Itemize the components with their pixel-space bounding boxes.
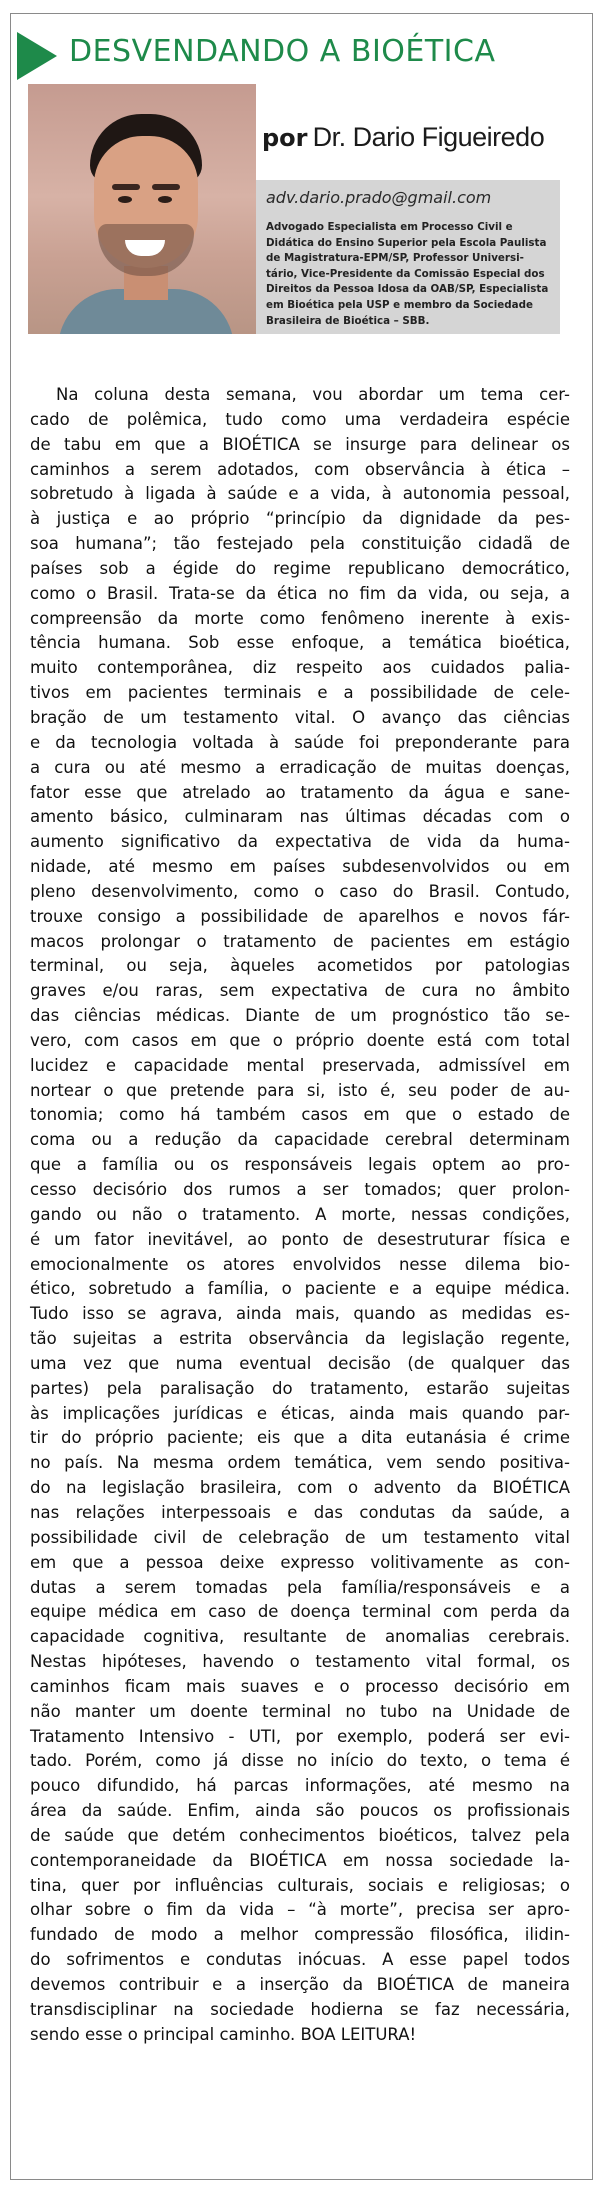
column-title: DESVENDANDO A BIOÉTICA [69,34,496,69]
author-name: Dr. Dario Figueiredo [312,122,545,152]
article-line: área da saúde. Enfim, ainda são poucos os profissionais [30,1801,570,1821]
article-line: tonomia; como há também casos em que o estado de [30,1105,570,1125]
article-line: caminhos a serem adotados, com observância à ética – [30,459,570,479]
bio-line: Advogado Especialista em Processo Civil e [266,221,513,233]
article-line: das ciências médicas. Diante de um prognóstico tão se- [30,1006,570,1026]
article-line: do sofrimentos e condutas inócuas. A esse papel todos [30,1950,570,1970]
article-line: emocionalmente os atores envolvidos nesse dilema bio- [30,1254,570,1274]
bio-line: em Bioética pela USP e membro da Sociedade [266,298,533,311]
article-line: nas relações interpessoais e das condutas da saúde, a [30,1502,570,1522]
article-line: como o Brasil. Trata-se da ética no fim da vida, ou seja, a [30,583,570,603]
article-line: trouxe consigo a possibilidade de aparelhos e novos fár- [30,906,570,926]
author-email: adv.dario.prado@gmail.com [266,188,492,207]
article-line: vero, com casos em que o próprio doente está com total [30,1030,570,1050]
article-line: à justiça e ao próprio “princípio da dignidade da pes- [30,509,570,529]
article-line: tência humana. Sob esse enfoque, a temática bioética, [30,633,570,653]
article-line: possibilidade civil de celebração de um testamento vital [30,1527,570,1547]
article-line: caminhos ficam mais suaves e o processo decisório em [30,1676,570,1696]
article-line: sobretudo à ligada à saúde e a vida, à autonomia pessoal, [30,484,570,504]
article-line: é um fator inevitável, ao ponto de desestruturar física e [30,1229,570,1249]
article-line: tão sujeitas a estrita observância da legislação regente, [30,1329,570,1349]
article-line: países sob a égide do regime republicano democrático, [30,558,570,578]
article-line: fator esse que atrelado ao tratamento da água e sane- [30,782,570,802]
byline-prefix: por [262,124,308,152]
article-line: terminal, ou seja, àqueles acometidos por patologias [30,956,570,976]
article-line: Nestas hipóteses, havendo o testamento vital formal, os [30,1652,570,1672]
article-line: às implicações jurídicas e éticas, ainda mais quando par- [30,1403,570,1423]
author-photo [28,84,256,334]
article-line: cesso decisório dos rumos a ser tomados; quer prolon- [30,1180,570,1199]
article-line: soa humana”; tão festejado pela constituição cidadã de [30,534,570,554]
author-info-box [256,180,560,334]
article-line: que a família ou os responsáveis legais optem ao pro- [30,1155,570,1175]
article-line: gando ou não o tratamento. A morte, nessas condições, [30,1204,570,1224]
article-line: aumento significativo da expectativa de vida da huma- [30,832,570,852]
article-line: bração de um testamento vital. O avanço das ciências [30,707,570,727]
article-line: não manter um doente terminal no tubo na Unidade de [30,1701,570,1721]
article-line: ético, sobretudo a família, o paciente e a equipe médica. [30,1279,570,1299]
article-line: Tratamento Intensivo - UTI, por exemplo, poderá ser evi- [30,1726,570,1746]
triangle-arrow-icon [17,32,57,80]
article-line: a cura ou até mesmo a erradicação de muitas doenças, [30,757,570,777]
article-line: macos prolongar o tratamento de pacientes em estágio [30,931,570,951]
article-line: de tabu em que a BIOÉTICA se insurge para delinear os [30,434,570,454]
article-line: coma ou a redução da capacidade cerebral determinam [30,1130,570,1150]
article-line: tado. Porém, como já disse no início do texto, o tema é [30,1751,570,1771]
article-line: muito contemporânea, diz respeito aos cuidados palia- [30,658,570,678]
article-body [30,383,570,2048]
article-line: graves e/ou raras, sem expectativa de cura no âmbito [30,981,570,1001]
article-line: do na legislação brasileira, com o advento da BIOÉTICA [30,1478,570,1498]
author-byline [262,122,544,153]
article-line: Tudo isso se agrava, ainda mais, quando as medidas es- [30,1304,570,1324]
article-line: dutas a serem tomadas pela família/responsáveis e a [30,1577,570,1597]
article-line: tina, quer por influências culturais, sociais e religiosas; o [30,1875,570,1895]
article-line: sendo esse o principal caminho. BOA LEITURA! [30,2024,417,2044]
article-line: tivos em pacientes terminais e a possibilidade de cele- [30,683,570,703]
article-line: transdisciplinar na sociedade hodierna se faz necessária, [30,1999,570,2019]
article-line: fundado de modo a melhor compressão filosófica, ilidin- [30,1925,570,1945]
article-line: contemporaneidade da BIOÉTICA em nossa sociedade la- [30,1850,570,1870]
article-line: compreensão da morte como fenômeno inerente à exis- [30,608,570,628]
article-line: nortear o que pretende para si, isto é, seu poder de au- [30,1080,570,1100]
bio-line: Didática do Ensino Superior pela Escola Paulista [266,236,547,249]
article-line: pouco difundido, há parcas informações, até mesmo na [30,1776,570,1796]
article-line: em que a pessoa deixe expresso volitivamente as con- [30,1552,570,1572]
article-line: tir do próprio paciente; eis que a dita eutanásia é crime [30,1428,570,1448]
article-line: e da tecnologia voltada à saúde foi preponderante para [30,732,570,752]
article-line: olhar sobre o fim da vida – “à morte”, precisa ser apro- [30,1900,570,1920]
bio-line: Direitos da Pessoa Idosa da OAB/SP, Especialista [266,283,549,296]
bio-line: tário, Vice-Presidente da Comissão Especial dos [266,267,545,280]
bio-line: de Magistratura-EPM/SP, Professor Universi- [266,252,524,265]
article-line: no país. Na mesma ordem temática, vem sendo positiva- [30,1453,570,1473]
article-line: capacidade cognitiva, resultante de anomalias cerebrais. [30,1627,570,1647]
article-line: partes) pela paralisação do tratamento, estarão sujeitas [30,1378,570,1398]
article-line: nidade, até mesmo em países subdesenvolvidos ou em [30,857,570,877]
article-line: Na coluna desta semana, vou abordar um tema cer- [56,385,570,404]
column-header [11,14,594,74]
article-line: lucidez e capacidade mental preservada, admissível em [30,1055,570,1075]
article-line: uma vez que numa eventual decisão (de qualquer das [30,1353,570,1373]
article-line: cado de polêmica, tudo como uma verdadeira espécie [30,409,570,429]
author-bio [266,220,554,329]
article-line: pleno desenvolvimento, como o caso do Brasil. Contudo, [30,881,570,901]
article-line: devemos contribuir e a inserção da BIOÉTICA de maneira [30,1975,570,1994]
article-line: de saúde que detém conhecimentos bioéticos, talvez pela [30,1825,570,1845]
bio-line: Brasileira de Bioética – SBB. [266,314,430,327]
article-line: equipe médica em caso de doença terminal com perda da [30,1602,570,1622]
article-line: amento básico, culminaram nas últimas décadas com o [30,807,570,827]
